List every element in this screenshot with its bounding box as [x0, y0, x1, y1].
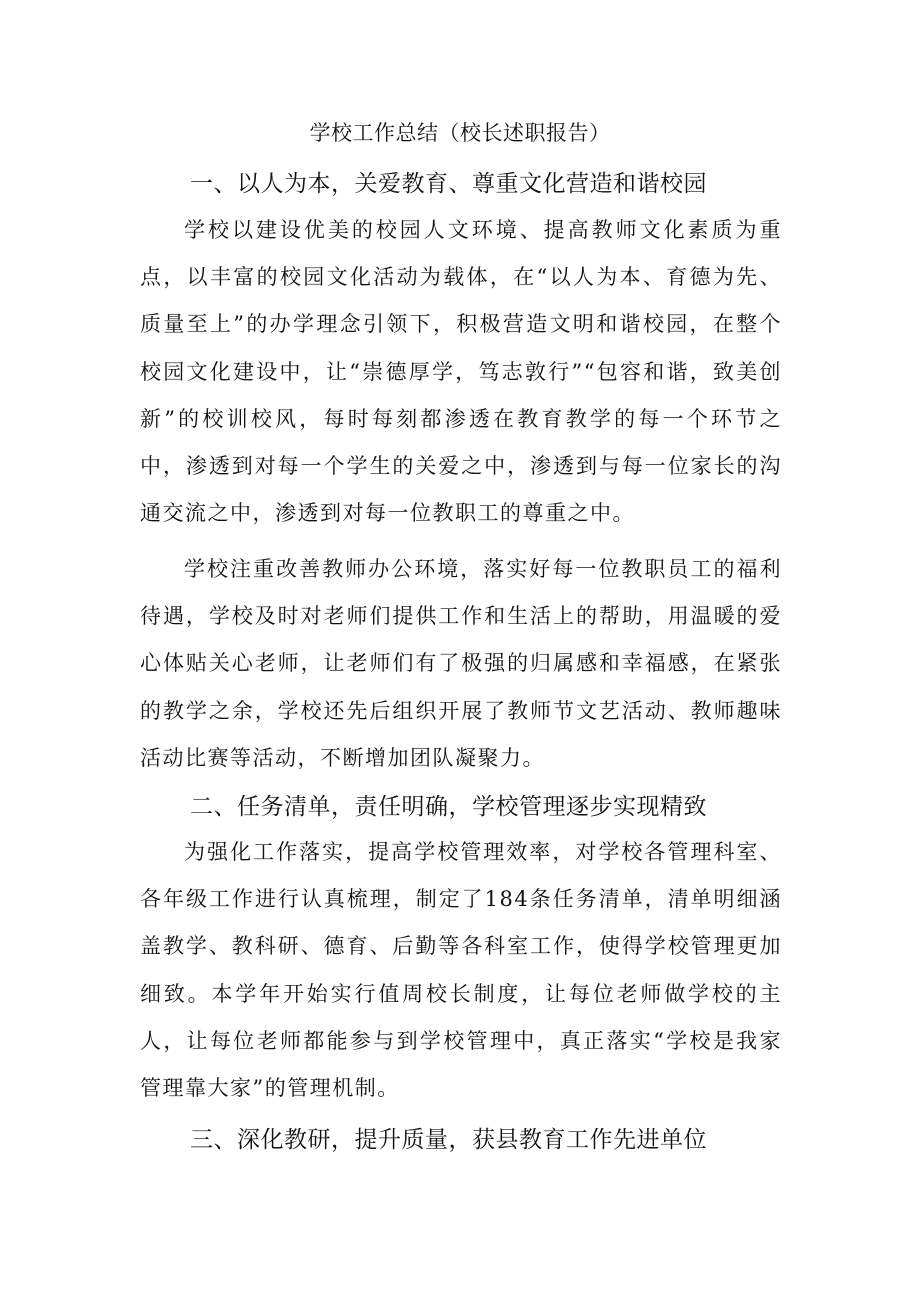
section-3-heading: 三、深化教研，提升质量，获县教育工作先进单位 — [190, 1127, 707, 1153]
document-title: 学校工作总结（校长述职报告） — [309, 121, 611, 145]
section-1-paragraph-2: 学校注重改善教师办公环境，落实好每一位教职员工的福利待遇，学校及时对老师们提供工作和生活上的帮助，用温暖的爱心体贴关心老师，让老师们有了极强的归属感和幸福感，在紧张的教学之余，学校还先后组织开展了教师节文艺活动、教师趣味活动比赛等活动，不断增加团队凝聚力。 — [140, 557, 782, 770]
section-1-heading: 一、以人为本，关爱教育、尊重文化营造和谐校园 — [190, 171, 707, 197]
section-2-heading: 二、任务清单，责任明确，学校管理逐步实现精致 — [190, 794, 707, 820]
section-1-paragraph-1: 学校以建设优美的校园人文环境、提高教师文化素质为重点，以丰富的校园文化活动为载体，在“以人为本、育德为先、质量至上”的办学理念引领下，积极营造文明和谐校园，在整个校园文化建设中，让“崇德厚学，笃志敦行”“包容和谐，致美创新”的校训校风，每时每刻都渗透在教育教学的每一个环节之中，渗透到对每一个学生的关爱之中，渗透到与每一位家长的沟通交流之中，渗透到对每一位教职工的尊重之中。 — [140, 218, 782, 526]
section-2-paragraph-1: 为强化工作落实，提高学校管理效率，对学校各管理科室、各年级工作进行认真梳理，制定了184条任务清单，清单明细涵盖教学、教科研、德育、后勤等各科室工作，使得学校管理更加细致。本学年开始实行值周校长制度，让每位老师做学校的主人，让每位老师都能参与到学校管理中，真正落实“学校是我家管理靠大家”的管理机制。 — [140, 840, 782, 1101]
